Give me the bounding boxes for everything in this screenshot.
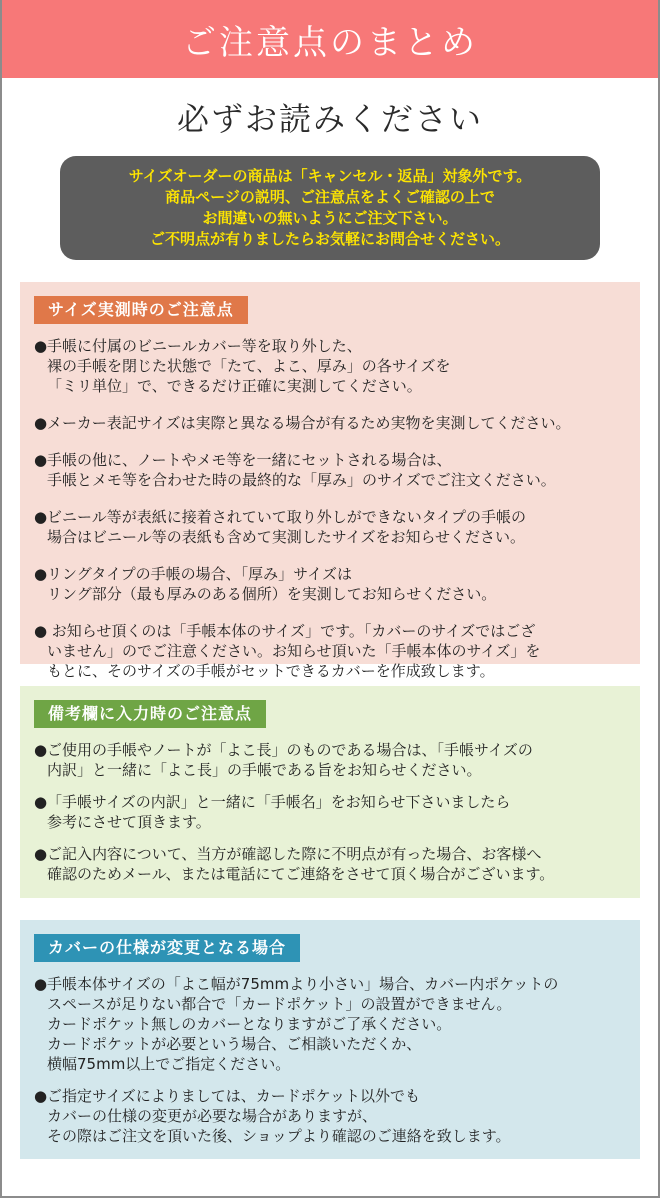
list-item-text: 手帳に付属のビニールカバー等を取り外した、: [47, 337, 362, 355]
section-header: カバーの仕様が変更となる場合: [34, 934, 300, 962]
list-item-text: ご使用の手帳やノートが「よこ長」のものである場合は、「手帳サイズの: [47, 741, 533, 759]
section-cover-spec: [20, 920, 640, 1159]
list-item-text: 場合はビニール等の表紙も含めて実測したサイズをお知らせください。: [47, 528, 526, 546]
list-item-line: [34, 470, 640, 490]
bullet-icon: ●: [34, 845, 48, 863]
list-item: [34, 1086, 640, 1146]
list-item-text: カバーの仕様の変更が必要な場合がありますが、: [47, 1107, 378, 1125]
list-item-line: [34, 661, 640, 681]
section-header: 備考欄に入力時のご注意点: [34, 700, 266, 728]
list-item: [34, 974, 640, 1074]
list-item-line: [34, 413, 640, 433]
list-item-text: リングタイプの手帳の場合、「厚み」サイズは: [47, 565, 352, 583]
bullet-icon: ●: [34, 1087, 48, 1105]
list-item-line: [34, 621, 640, 641]
list-item-text: リング部分（最も厚みのある個所）を実測してお知らせください。: [47, 585, 497, 603]
bullet-icon: ●: [34, 451, 48, 469]
list-item-text: ご記入内容について、当方が確認した際に不明点が有った場合、お客様へ: [47, 845, 542, 863]
list-item-text: メーカー表記サイズは実際と異なる場合が有るため実物を実測してください。: [47, 414, 571, 432]
list-item-text: 「手帳サイズの内訳」と一緒に「手帳名」をお知らせ下さいましたら: [47, 793, 511, 811]
list-item: [34, 621, 640, 681]
list-item-line: [34, 527, 640, 547]
list-item-text: 確認のためメール、または電話にてご連絡をさせて頂く場合がございます。: [47, 865, 555, 883]
bullet-icon: ●: [34, 337, 48, 355]
list-item-text: お知らせ頂くのは「手帳本体のサイズ」です。「カバーのサイズではござ: [47, 622, 536, 640]
list-item: [34, 507, 640, 547]
list-item-line: [34, 974, 640, 994]
list-item: [34, 336, 640, 396]
list-item-text: 裸の手帳を閉じた状態で「たて、よこ、厚み」の各サイズを: [47, 357, 451, 375]
bullet-icon: ●: [34, 508, 48, 526]
bullet-icon: ●: [34, 793, 48, 811]
list-item-line: [34, 1086, 640, 1106]
list-item-line: [34, 1034, 640, 1054]
notice-line: お間違いの無いようにご注文下さい。: [202, 209, 458, 227]
list-item-line: [34, 760, 640, 780]
list-item-text: カードポケットが必要という場合、ご相談いただくか、: [47, 1035, 422, 1053]
list-item-text: ビニール等が表紙に接着されていて取り外しができないタイプの手帳の: [47, 508, 526, 526]
list-item-text: 横幅75mm以上でご指定ください。: [47, 1055, 291, 1073]
list-item-line: [34, 1106, 640, 1126]
list-item-text: その際はご注文を頂いた後、ショップより確認のご連絡を致します。: [47, 1127, 511, 1145]
list-item-line: [34, 564, 640, 584]
list-item-text: 手帳とメモ等を合わせた時の最終的な「厚み」のサイズでご注文ください。: [47, 471, 556, 489]
list-item-line: [34, 812, 640, 832]
list-item-line: [34, 507, 640, 527]
bullet-icon: ●: [34, 565, 48, 583]
list-item-line: [34, 336, 640, 356]
list-item-line: [34, 864, 640, 884]
section-remarks: [20, 686, 640, 898]
section-header: サイズ実測時のご注意点: [34, 296, 248, 324]
list-item-line: [34, 450, 640, 470]
list-item-text: 手帳の他に、ノートやメモ等を一緒にセットされる場合は、: [47, 451, 452, 469]
list-item-text: カードポケット無しのカバーとなりますがご了承ください。: [47, 1015, 452, 1033]
list-item-line: [34, 1126, 640, 1146]
list-item-text: 手帳本体サイズの「よこ幅が75mmより小さい」場合、カバー内ポケットの: [47, 975, 559, 993]
notice-box: [60, 156, 600, 260]
list-item: [34, 413, 640, 433]
page-banner: [2, 0, 658, 78]
list-item-line: [34, 1054, 640, 1074]
list-item-line: [34, 994, 640, 1014]
notice-line: ご不明点が有りましたらお気軽にお問合せください。: [149, 230, 510, 248]
notice-line: サイズオーダーの商品は「キャンセル・返品」対象外です。: [128, 167, 532, 185]
list-item-text: 「ミリ単位」で、できるだけ正確に実測してください。: [47, 377, 422, 395]
notice-line: 商品ページの説明、ご注意点をよくご確認の上で: [165, 188, 495, 206]
banner-title: ご注意点のまとめ: [182, 22, 478, 63]
section-items: [34, 336, 640, 681]
list-item-text: いません」のでご注意ください。お知らせ頂いた「手帳本体のサイズ」を: [47, 642, 541, 660]
page-subtitle: 必ずお読みください: [176, 100, 483, 138]
list-item-text: 参考にさせて頂きます。: [47, 813, 211, 831]
list-item-text: 内訳」と一緒に「よこ長」の手帳である旨をお知らせください。: [47, 761, 482, 779]
list-item-text: もとに、そのサイズの手帳がセットできるカバーを作成致します。: [47, 662, 495, 680]
list-item-line: [34, 844, 640, 864]
list-item-line: [34, 1014, 640, 1034]
section-measurement: [20, 282, 640, 680]
list-item: [34, 844, 640, 884]
list-item: [34, 740, 640, 780]
list-item-text: スペースが足りない都合で「カードポケット」の設置ができません。: [47, 995, 512, 1013]
list-item-line: [34, 740, 640, 760]
list-item-line: [34, 584, 640, 604]
list-item-line: [34, 792, 640, 812]
list-item-line: [34, 641, 640, 661]
bullet-icon: ●: [34, 741, 48, 759]
list-item-line: [34, 376, 640, 396]
list-item: [34, 450, 640, 490]
list-item-text: ご指定サイズによりましては、カードポケット以外でも: [47, 1087, 421, 1105]
section-items: [34, 974, 640, 1146]
list-item-line: [34, 356, 640, 376]
list-item: [34, 792, 640, 832]
bullet-icon: ●: [34, 622, 48, 640]
section-items: [34, 740, 640, 884]
bullet-icon: ●: [34, 414, 48, 432]
list-item: [34, 564, 640, 604]
bullet-icon: ●: [34, 975, 48, 993]
